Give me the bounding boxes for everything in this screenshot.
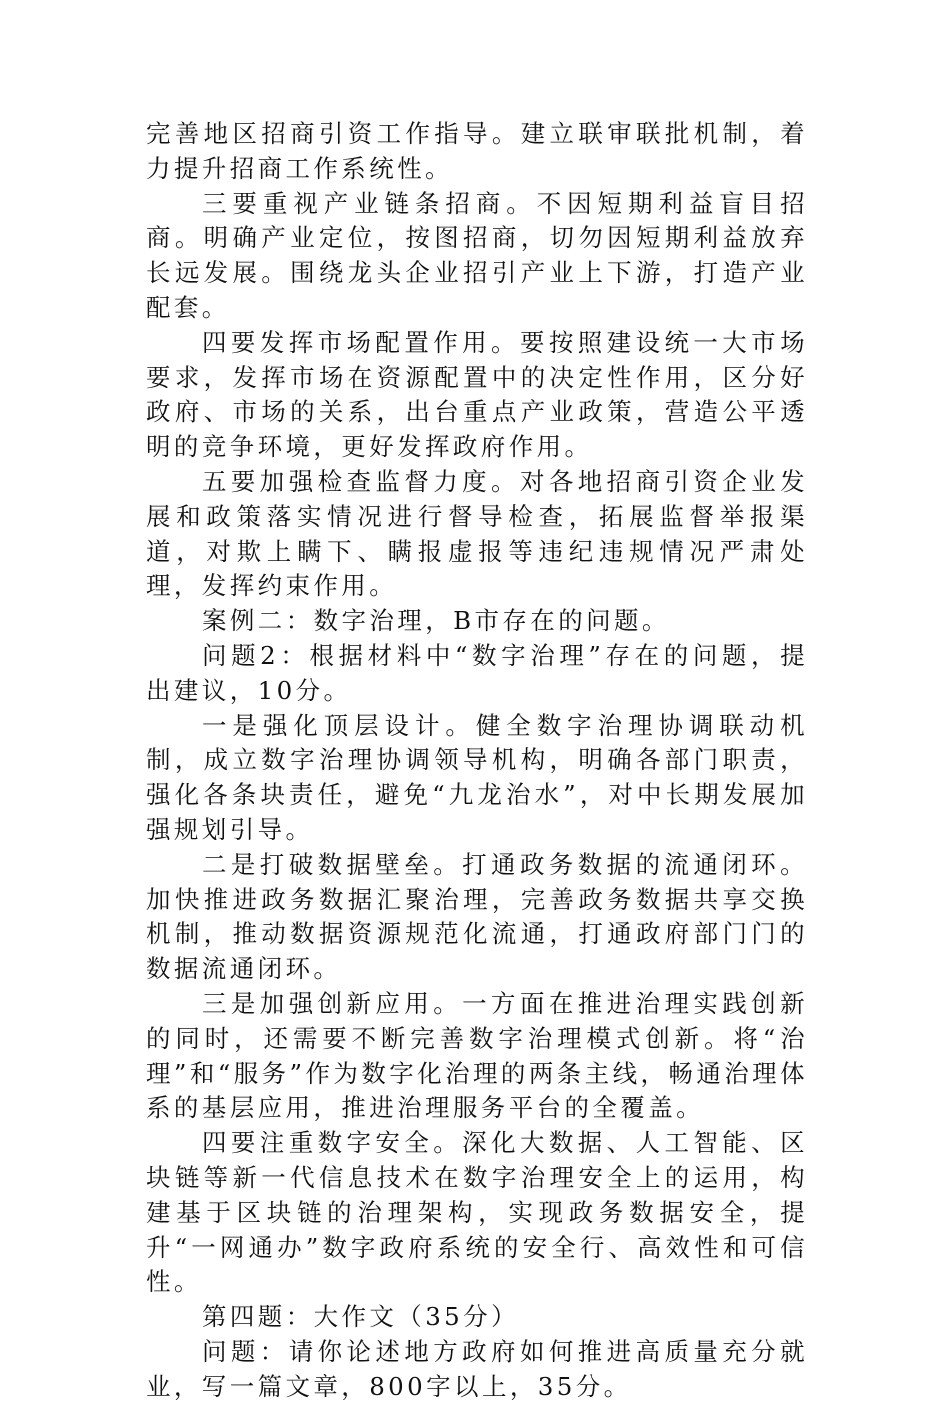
paragraph-data-barriers: 二是打破数据壁垒。打通政务数据的流通闭环。加快推进政务数据汇聚治理，完善政务数据共享交换机制，推动数据资源规范化流通，打通政府部门门的数据流通闭环。: [146, 849, 808, 984]
case-two-heading: 案例二：数字治理，B市存在的问题。: [202, 606, 670, 636]
paragraph-supervision: 五要加强检查监督力度。对各地招商引资企业发展和政策落实情况进行督导检查，拓展监督举报渠道，对欺上瞒下、瞒报虚报等违纪违规情况严肃处理，发挥约束作用。: [146, 466, 808, 601]
paragraph-market-allocation: 四要发挥市场配置作用。要按照建设统一大市场要求，发挥市场在资源配置中的决定性作用，区分好政府、市场的关系，出台重点产业政策，营造公平透明的竞争环境，更好发挥政府作用。: [146, 327, 808, 462]
question-two-heading: 问题2：根据材料中“数字治理”存在的问题，提出建议，10分。: [146, 640, 808, 705]
paragraph-industry-chain: 三要重视产业链条招商。不因短期利益盲目招商。明确产业定位，按图招商，切勿因短期利益放弃长远发展。围绕龙头企业招引产业上下游，打造产业配套。: [146, 188, 808, 322]
paragraph-digital-security: 四要注重数字安全。深化大数据、人工智能、区块链等新一代信息技术在数字治理安全上的运用，构建基于区块链的治理架构，实现政务数据安全，提升“一网通办”数字政府系统的安全行、高效性和可信性。: [146, 1128, 808, 1297]
paragraph-innovation: 三是加强创新应用。一方面在推进治理实践创新的同时，还需要不断完善数字治理模式创新。将“治理”和“服务”作为数字化治理的两条主线，畅通治理体系的基层应用，推进治理服务平台的全覆盖。: [146, 988, 808, 1123]
paragraph-continuation: 完善地区招商引资工作指导。建立联审联批机制，着力提升招商工作系统性。: [146, 119, 808, 183]
document-body: [146, 117, 808, 1404]
question-four-heading: 第四题：大作文（35分）: [202, 1302, 519, 1332]
essay-question: 问题：请你论述地方政府如何推进高质量充分就业，写一篇文章，800字以上，35分。: [146, 1336, 808, 1401]
paragraph-top-level-design: 一是强化顶层设计。健全数字治理协调联动机制，成立数字治理协调领导机构，明确各部门职责，强化各条块责任，避免“九龙治水”，对中长期发展加强规划引导。: [146, 710, 808, 844]
